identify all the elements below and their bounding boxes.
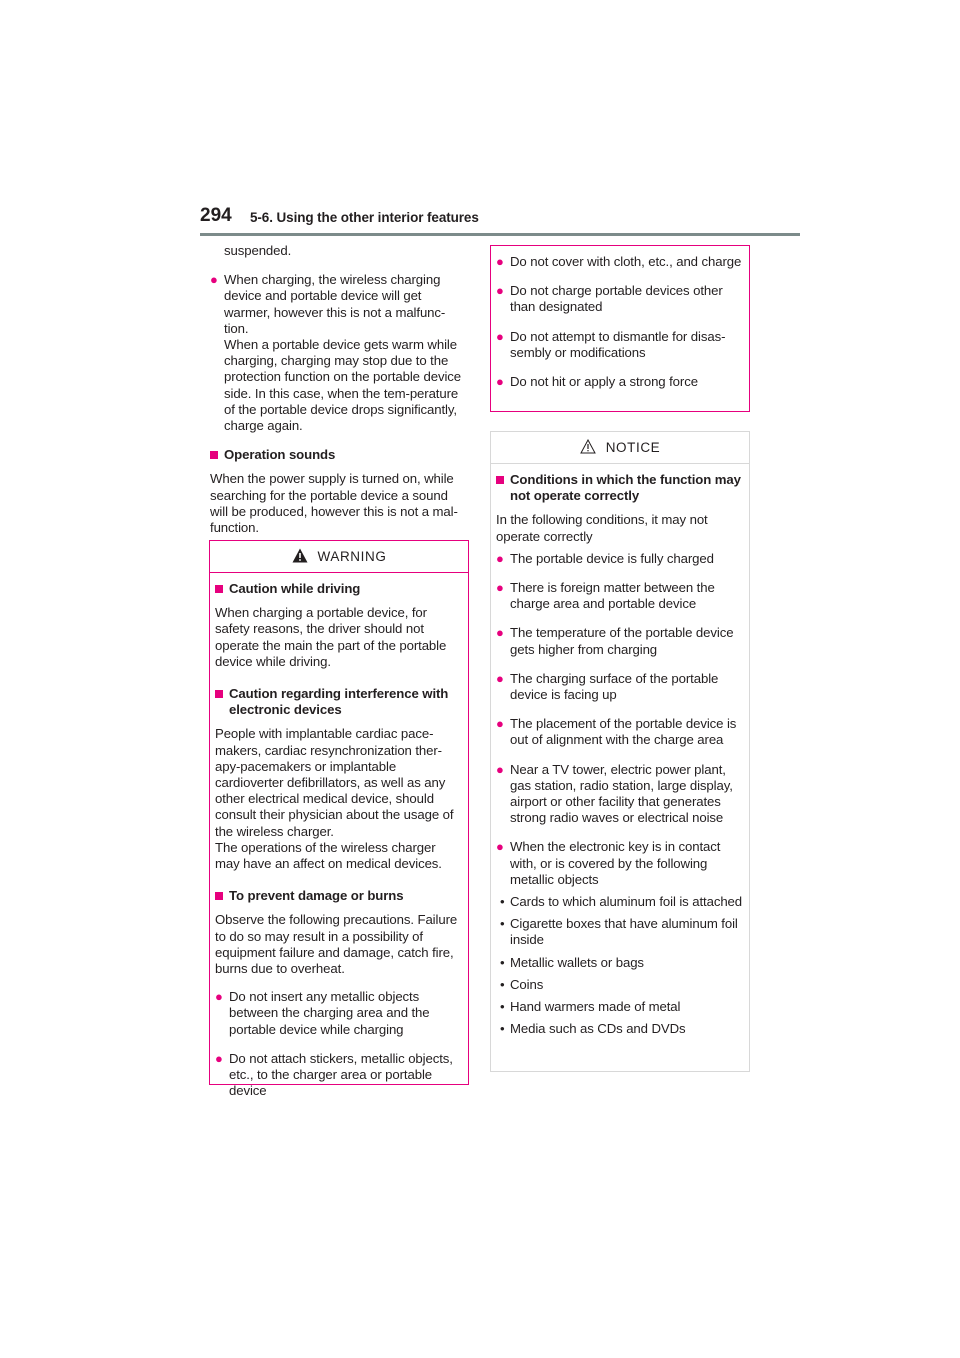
- notice-box: [490, 431, 750, 1072]
- sub-bullet-icon: •: [500, 976, 505, 992]
- bullet-icon: ●: [215, 989, 223, 1005]
- list-item: ● There is foreign matter between the charge area and portable device: [496, 580, 715, 612]
- bullet-icon: ●: [496, 374, 504, 390]
- bullet-warm-text: When charging, the wireless charging device and portable device will get warmer, however this is not a malfunc-tion.: [224, 272, 446, 336]
- bullet-warm: [210, 272, 468, 434]
- list-item: ● Do not charge portable devices other than designated: [496, 283, 723, 315]
- page-number: 294: [200, 205, 232, 226]
- warning-text-damage: Observe the following precautions. Failure to do so may result in a possibility of equipment failure and damage, catch fire, burns due to overheat.: [215, 912, 458, 977]
- list-item: ● Do not cover with cloth, etc., and charge: [496, 254, 742, 269]
- sub-list-item: • Media such as CDs and DVDs: [500, 1021, 686, 1037]
- list-item: ● The charging surface of the portable device is facing up: [496, 670, 719, 703]
- list-item: ● The portable device is fully charged: [496, 550, 714, 566]
- list-item: ● Do not attach stickers, metallic objects, etc., to the charger area or portable device: [215, 1050, 453, 1099]
- sub-bullet-icon: •: [500, 999, 505, 1015]
- list-item: ● Do not hit or apply a strong force: [496, 374, 698, 390]
- warning-header: [210, 541, 468, 573]
- sub-list-item: • Cards to which aluminum foil is attached: [500, 894, 743, 910]
- square-bullet-icon: [215, 585, 223, 593]
- list-item: ● Do not insert any metallic objects between the charging area and the portable device while charging: [215, 989, 430, 1037]
- warning-text-interference: People with implantable cardiac pace-makers, cardiac resynchronization ther-apy-pacemakers or implantable cardioverter defibrillators, as well as any other electrical medical device, should consult their physician about the usage of the wireless charger.: [215, 726, 454, 839]
- sub-bullet-icon: •: [500, 894, 505, 910]
- warning-box: [209, 540, 469, 1099]
- operation-sounds-heading: Operation sounds: [210, 447, 468, 463]
- warning-heading-driving: Caution while driving: [215, 581, 463, 597]
- warning-box-continued: [490, 245, 750, 412]
- bullet-icon: ●: [496, 839, 504, 855]
- bullet-icon: ●: [496, 625, 504, 641]
- notice-text: In the following conditions, it may not operate correctly: [496, 512, 708, 544]
- list-item: ● The temperature of the portable device gets higher from charging: [496, 625, 734, 657]
- bullet-icon: ●: [215, 1050, 223, 1066]
- header-divider: [200, 233, 800, 236]
- bullet-icon: ●: [496, 254, 504, 269]
- sub-bullet-icon: •: [500, 954, 505, 970]
- page-header: [200, 205, 800, 235]
- bullet-icon: ●: [496, 670, 504, 686]
- list-item: ● Do not attempt to dismantle for disas-sembly or modifications: [496, 328, 726, 360]
- warning-continued-body: [491, 246, 749, 390]
- bullet-icon: ●: [496, 716, 504, 732]
- warning-body: [210, 573, 468, 1099]
- list-item: ● When the electronic key is in contact with, or is covered by the following metallic objects: [496, 839, 721, 887]
- square-bullet-icon: [215, 690, 223, 698]
- notice-heading: Conditions in which the function may not operate correctly: [496, 472, 744, 504]
- bullet-icon: ●: [210, 272, 218, 288]
- sub-list-item: • Coins: [500, 976, 544, 992]
- notice-title: NOTICE: [605, 440, 661, 455]
- left-column: [210, 243, 468, 542]
- sub-list-item: • Cigarette boxes that have aluminum foil inside: [500, 916, 738, 948]
- square-bullet-icon: [210, 451, 218, 459]
- notice-triangle-icon: [580, 439, 596, 454]
- warning-heading-damage: To prevent damage or burns: [215, 888, 463, 904]
- bullet-icon: ●: [496, 761, 504, 777]
- bullet-icon: ●: [496, 283, 504, 299]
- continued-text: suspended.: [224, 243, 292, 258]
- bullet-warm-text-2: When a portable device gets warm while charging, charging may stop due to the protection function on the portable device side. In this case, when the tem-perature of the portable device drops significantly, charge again.: [224, 337, 462, 434]
- sub-bullet-icon: •: [500, 916, 505, 932]
- section-title: 5-6. Using the other interior features: [250, 210, 479, 225]
- warning-text-driving: When charging a portable device, for safety reasons, the driver should not operate the main the part of the portable device while driving.: [215, 605, 447, 669]
- square-bullet-icon: [215, 892, 223, 900]
- list-item: ● Near a TV tower, electric power plant, gas station, radio station, large display, airport or other facility that generates strong radio waves or electrical noise: [496, 761, 733, 826]
- sub-list-item: • Hand warmers made of metal: [500, 999, 681, 1015]
- warning-title: WARNING: [317, 549, 387, 564]
- warning-text-interference-2: The operations of the wireless charger may have an affect on medical devices.: [215, 839, 442, 872]
- bullet-icon: ●: [496, 580, 504, 596]
- notice-body: [491, 464, 749, 1037]
- operation-sounds-text: When the power supply is turned on, while searching for the portable device a sound will be produced, however this is not a mal-function.: [210, 471, 458, 536]
- warning-triangle-icon: [292, 548, 308, 563]
- warning-heading-interference: Caution regarding interference with electronic devices: [215, 686, 463, 718]
- notice-header: [491, 432, 749, 464]
- bullet-icon: ●: [496, 550, 504, 566]
- sub-bullet-icon: •: [500, 1021, 505, 1037]
- bullet-icon: ●: [496, 328, 504, 344]
- sub-list-item: • Metallic wallets or bags: [500, 954, 644, 970]
- list-item: ● The placement of the portable device is out of alignment with the charge area: [496, 716, 737, 748]
- square-bullet-icon: [496, 476, 504, 484]
